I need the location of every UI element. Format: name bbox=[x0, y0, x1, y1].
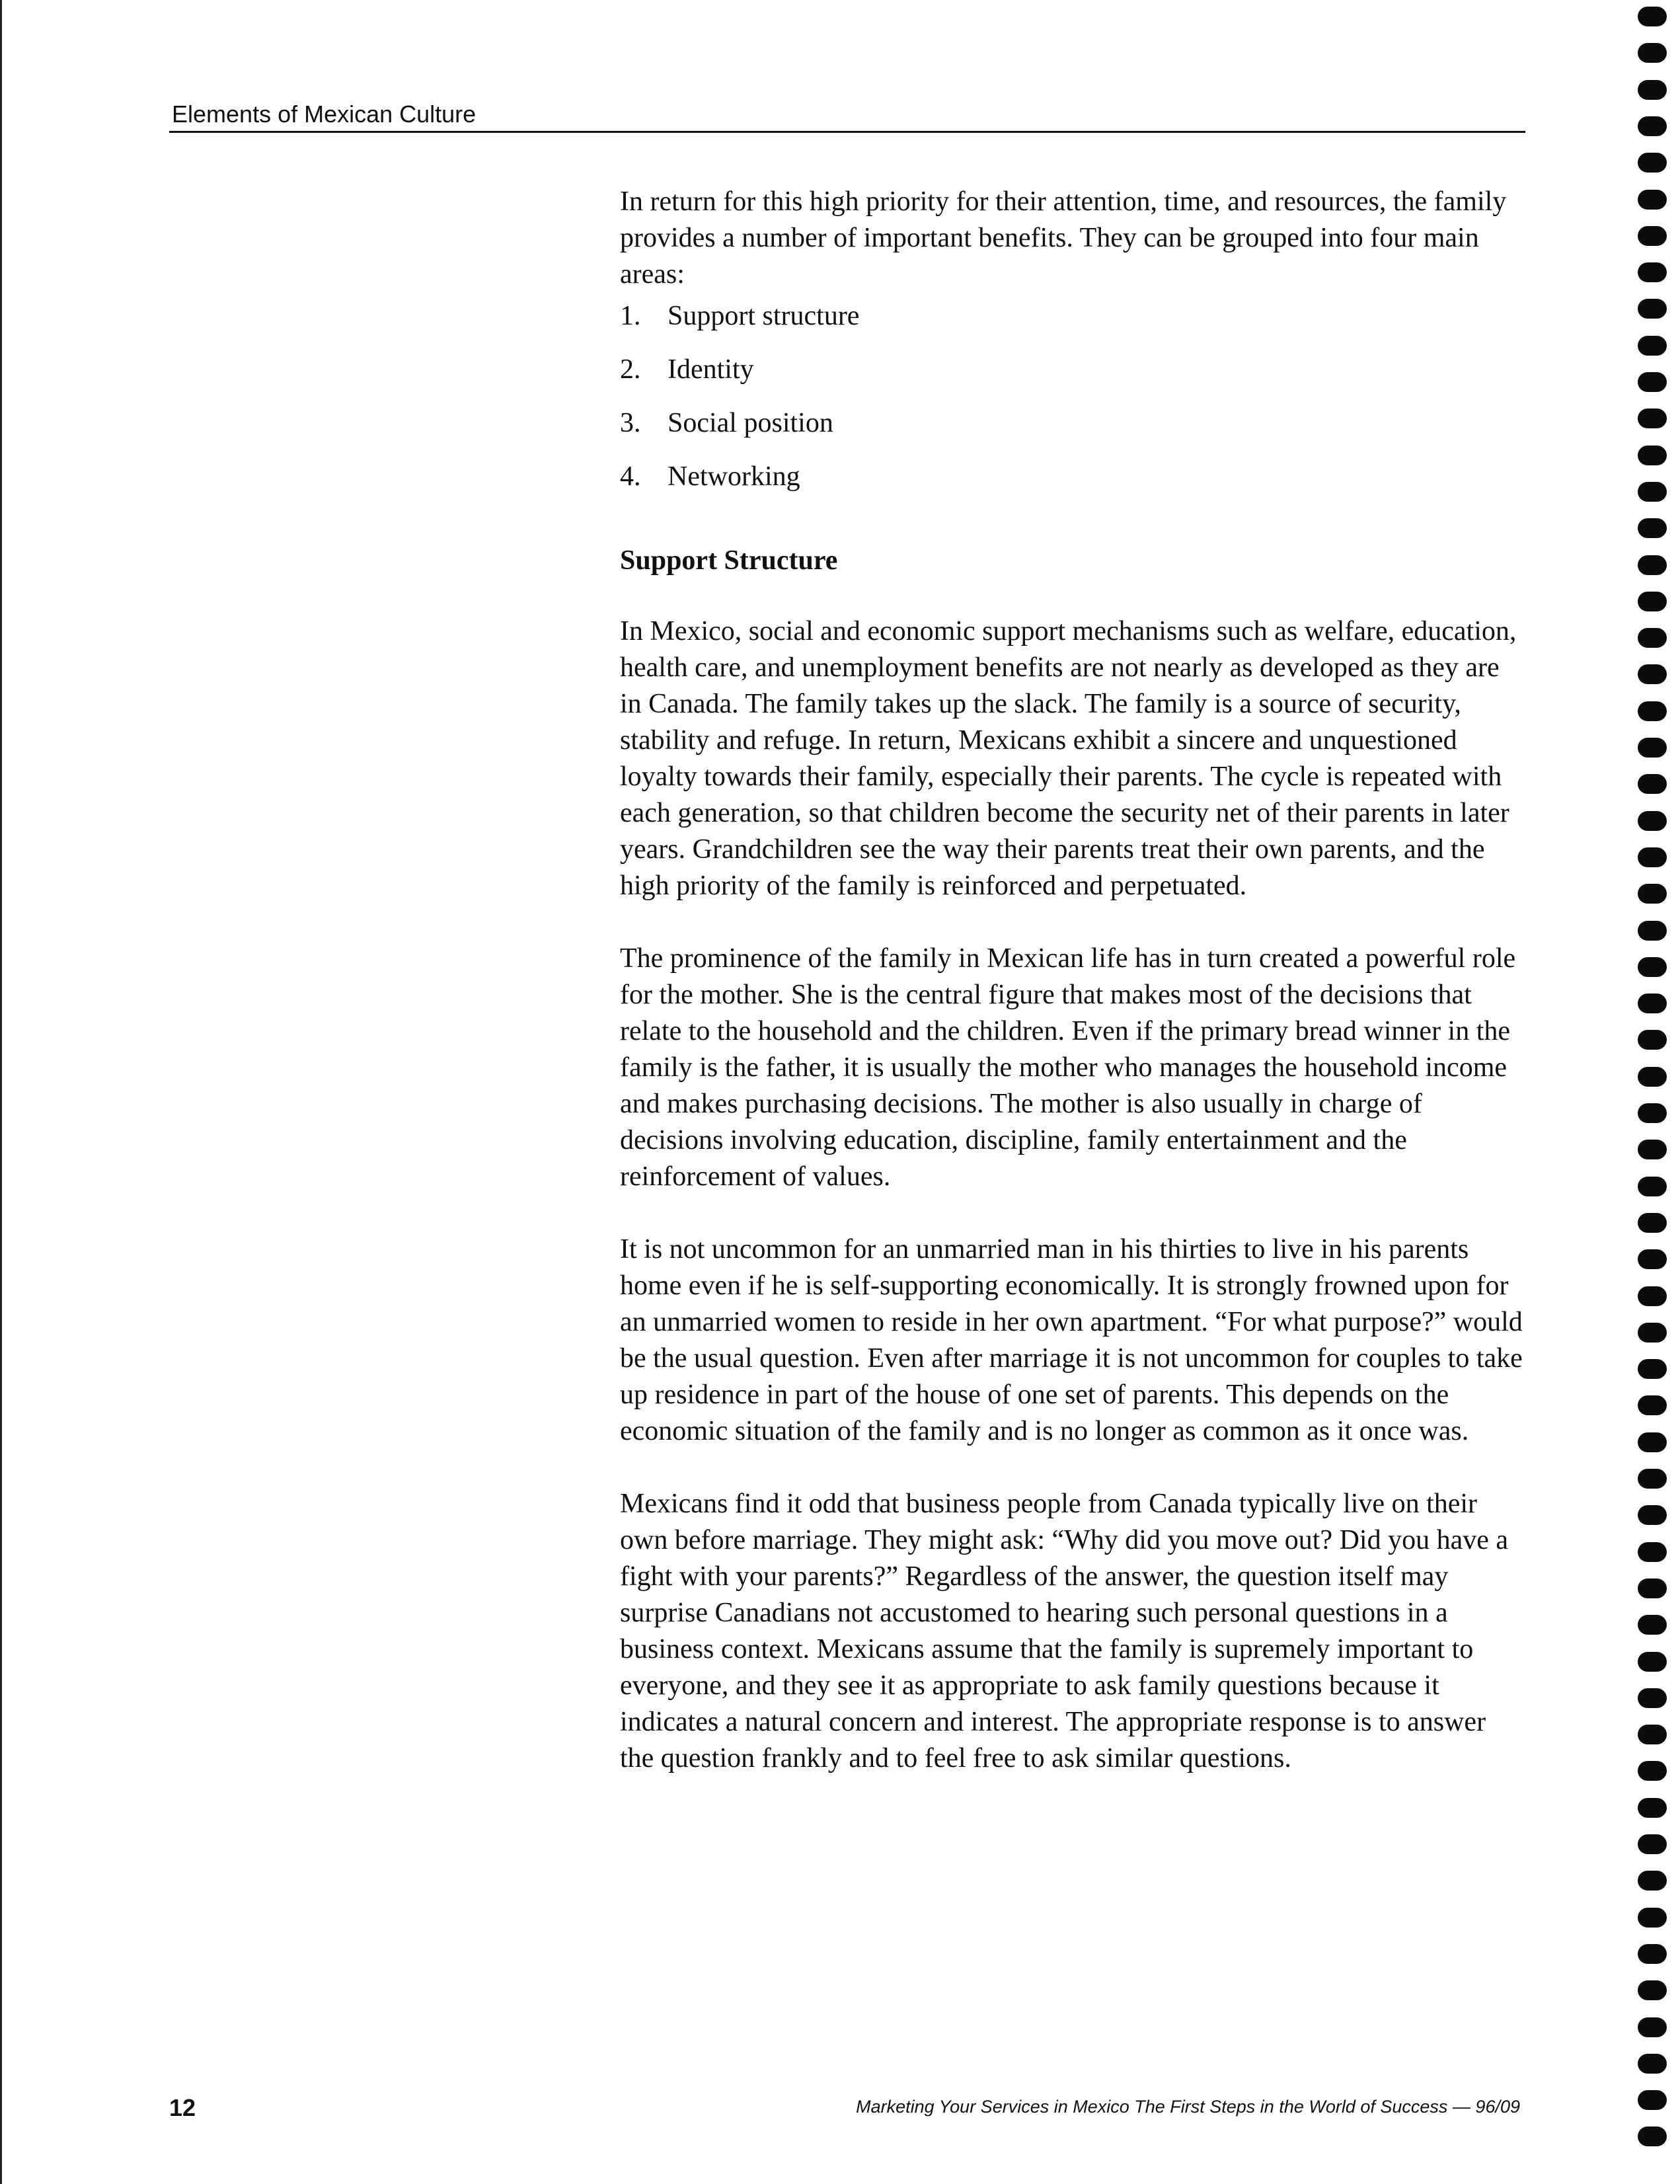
binding-hole bbox=[1638, 994, 1667, 1013]
list-item bbox=[620, 352, 1525, 405]
binding-hole bbox=[1638, 1286, 1667, 1306]
binding-hole bbox=[1638, 262, 1667, 282]
list-item-number: 3. bbox=[620, 408, 641, 438]
binding-hole bbox=[1638, 1798, 1667, 1818]
list-item bbox=[620, 405, 1525, 459]
binding-hole bbox=[1638, 1030, 1667, 1050]
binding-hole bbox=[1638, 1725, 1667, 1744]
list-item bbox=[620, 298, 1525, 352]
binding-hole bbox=[1638, 811, 1667, 831]
benefits-list bbox=[620, 298, 1525, 512]
footer-title: Marketing Your Services in Mexico The First Steps in the World of Success — 96/09 bbox=[856, 2097, 1520, 2117]
binding-hole bbox=[1638, 80, 1667, 100]
binding-hole bbox=[1638, 1213, 1667, 1233]
binding-hole bbox=[1638, 555, 1667, 575]
binding-hole bbox=[1638, 1579, 1667, 1598]
binding-hole bbox=[1638, 592, 1667, 611]
body-paragraph: It is not uncommon for an unmarried man in his thirties to live in his parents home even if he is self-supporting economically. It is strongly frowned upon for an unmarried women to reside in her own apartment. “For what purpose?” would be the usual question. Even after marriage it is not uncommon for couples to take up residence in part of the house of one set of parents. This depends on the economic situation of the family and is no longer as common as it once was. bbox=[620, 1234, 1523, 1446]
binding-hole bbox=[1638, 738, 1667, 758]
binding-hole bbox=[1638, 1615, 1667, 1635]
binding-hole bbox=[1638, 957, 1667, 977]
binding-hole bbox=[1638, 884, 1667, 904]
intro-paragraph: In return for this high priority for their attention, time, and resources, the family provides a number of important benefits. They can be grouped into four main areas: bbox=[620, 186, 1507, 290]
page-left-edge bbox=[0, 0, 2, 2184]
body-paragraph: In Mexico, social and economic support mechanisms such as welfare, education, health care, and unemployment benefits are not nearly as developed as they are in Canada. The family takes up the slack. The family is a source of security, stability and refuge. In return, Mexicans exhibit a sincere and unquestioned loyalty towards their family, especially their parents. The cycle is repeated with each generation, so that children become the security net of their parents in later years. Grandchildren see the way their parents treat their own parents, and the high priority of the family is reinforced and perpetuated. bbox=[620, 616, 1517, 901]
binding-hole bbox=[1638, 336, 1667, 356]
binding-hole bbox=[1638, 847, 1667, 867]
list-item bbox=[620, 459, 1525, 512]
binding-hole bbox=[1638, 7, 1667, 26]
binding-hole bbox=[1638, 1652, 1667, 1672]
binding-hole bbox=[1638, 1395, 1667, 1415]
binding-hole bbox=[1638, 372, 1667, 392]
binding-hole bbox=[1638, 664, 1667, 684]
list-item-label: Networking bbox=[668, 461, 800, 492]
body-paragraph: Mexicans find it odd that business people from Canada typically live on their own before marriage. They might ask: “Why did you move out? Did you have a fight with your parents?” Regardless of the answer, the question itself may surprise Canadians not accustomed to hearing such personal questions in a business context. Mexicans assume that the family is supremely important to everyone, and they see it as appropriate to ask family questions because it indicates a natural concern and interest. The appropriate response is to answer the question frankly and to feel free to ask similar questions. bbox=[620, 1489, 1509, 1774]
binding-hole bbox=[1638, 226, 1667, 246]
page-number: 12 bbox=[169, 2094, 196, 2121]
list-item-number: 1. bbox=[620, 301, 641, 331]
binding-hole bbox=[1638, 628, 1667, 648]
binding-hole bbox=[1638, 1103, 1667, 1123]
binding-hole bbox=[1638, 921, 1667, 941]
binding-hole bbox=[1638, 446, 1667, 465]
binding-hole bbox=[1638, 1908, 1667, 1928]
binding-hole bbox=[1638, 1834, 1667, 1854]
binding-hole bbox=[1638, 116, 1667, 136]
binding-hole bbox=[1638, 1432, 1667, 1452]
running-header: Elements of Mexican Culture bbox=[172, 100, 477, 128]
list-item-label: Social position bbox=[668, 408, 833, 438]
list-item-label: Identity bbox=[668, 354, 754, 385]
binding-hole bbox=[1638, 153, 1667, 173]
binding-hole bbox=[1638, 2017, 1667, 2037]
binding-hole bbox=[1638, 1944, 1667, 1964]
list-item-label: Support structure bbox=[668, 301, 860, 331]
binding-hole bbox=[1638, 518, 1667, 538]
binding-hole bbox=[1638, 1249, 1667, 1269]
binding-hole bbox=[1638, 482, 1667, 502]
body-paragraph: The prominence of the family in Mexican life has in turn created a powerful role for the mother. She is the central figure that makes most of the decisions that relate to the household and the children. Even if the primary bread winner in the family is the father, it is usually the mother who manages the household income and makes purchasing decisions. The mother is also usually in charge of decisions involving education, discipline, family entertainment and the reinforcement of values. bbox=[620, 943, 1516, 1192]
binding-hole bbox=[1638, 1688, 1667, 1708]
binding-hole bbox=[1638, 43, 1667, 63]
binding-hole bbox=[1638, 774, 1667, 794]
binding-hole bbox=[1638, 2126, 1667, 2146]
binding-hole bbox=[1638, 190, 1667, 210]
binding-hole bbox=[1638, 1469, 1667, 1489]
binding-hole bbox=[1638, 409, 1667, 428]
binding-hole bbox=[1638, 1761, 1667, 1781]
binding-hole bbox=[1638, 1323, 1667, 1343]
binding-hole bbox=[1638, 1067, 1667, 1087]
binding-hole bbox=[1638, 1871, 1667, 1891]
binding-hole bbox=[1638, 701, 1667, 721]
binding-hole bbox=[1638, 1140, 1667, 1159]
spiral-binding bbox=[1638, 0, 1668, 2184]
list-item-number: 2. bbox=[620, 354, 641, 385]
binding-hole bbox=[1638, 2054, 1667, 2074]
binding-hole bbox=[1638, 1359, 1667, 1379]
section-heading: Support Structure bbox=[620, 545, 838, 576]
binding-hole bbox=[1638, 1542, 1667, 1562]
binding-hole bbox=[1638, 2090, 1667, 2110]
list-item-number: 4. bbox=[620, 461, 641, 492]
binding-hole bbox=[1638, 1980, 1667, 2000]
main-content bbox=[620, 184, 1525, 1813]
binding-hole bbox=[1638, 1177, 1667, 1196]
header-rule bbox=[169, 131, 1525, 133]
binding-hole bbox=[1638, 299, 1667, 319]
binding-hole bbox=[1638, 1505, 1667, 1525]
